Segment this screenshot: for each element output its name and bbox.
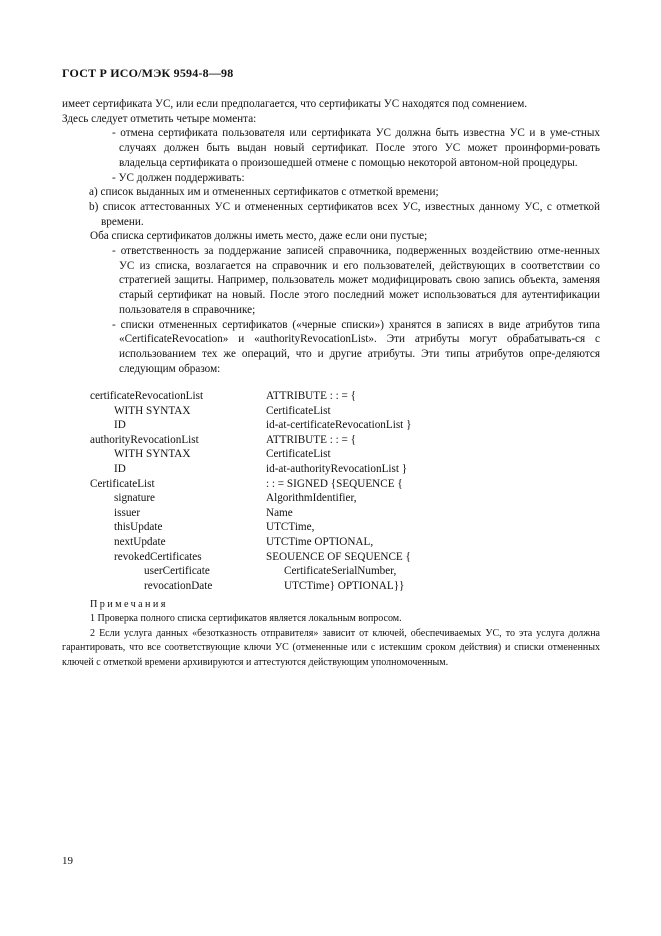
asn-name: revocationDate [144,579,213,592]
asn-value: CertificateList [266,448,331,461]
asn-value: SEOUENCE OF SEQUENCE { [266,550,411,563]
notes-title: Примечания [90,599,168,610]
list-item-a: a) список выданных им и отмененных сертификатов с отметкой времени; [89,186,439,199]
document-header: ГОСТ Р ИСО/МЭК 9594-8—98 [62,66,234,80]
asn-value: id-at-authorityRevocationList } [266,462,408,475]
asn-name: certificateRevocationList [90,390,204,402]
asn-row [90,535,510,550]
asn-value: AlgorithmIdentifier, [266,492,357,505]
asn-row [90,418,510,433]
asn-value: UTCTime} OPTIONAL}} [284,579,405,592]
asn-row [90,404,510,419]
notes-section [62,598,600,670]
asn-row [90,550,510,565]
asn-name: WITH SYNTAX [114,448,191,461]
asn-name: revokedCertificates [114,550,202,563]
asn1-definition [90,389,510,593]
asn-row [90,491,510,506]
paragraph-both-lists: Оба списка сертификатов должны иметь место, даже если они пустые; [90,230,428,243]
asn-name: ID [114,462,126,475]
asn-name: userCertificate [144,565,210,578]
asn-name: issuer [114,506,141,519]
paragraph-continuation: имеет сертификата УС, или если предполагается, что сертификаты УС находятся под сомнением. [62,98,528,110]
asn-value: ATTRIBUTE : : = { [266,433,356,446]
asn-row [90,477,510,492]
note-1: 1 Проверка полного списка сертификатов является локальным вопросом. [90,613,402,625]
bullet-black-lists: - списки отмененных сертификатов («черные списки») хранятся в записях в виде атрибутов типа «CertificateRevocation» и «authorityRevocationList». Эти атрибуты могут обрабатывать-ся с использованием тех же операций, что и другие атрибуты. Эти типы атрибутов опре-деляются следующим образом: [112,318,600,375]
asn-value: UTCTime OPTIONAL, [266,535,374,548]
asn-name: WITH SYNTAX [114,404,191,417]
asn-row [90,433,510,448]
paragraph-four-points: Здесь следует отметить четыре момента: [62,112,257,125]
asn-row [90,564,510,579]
bullet-revocation-known: - отмена сертификата пользователя или сертификата УС должна быть известна УС и в уме-стных случаях должен быть выдан новый сертификат. После этого УС может проинформи-ровать владельца сертификата о произошедшей отмене с помощью некоторой автоном-ной процедуры. [112,127,600,169]
asn-name: thisUpdate [114,521,163,534]
asn-value: Name [266,506,293,519]
asn-row [90,520,510,535]
asn-value: CertificateList [266,404,331,417]
asn-value: CertificateSerialNumber, [284,565,397,578]
asn-value: UTCTime, [266,521,315,534]
asn-value: : : = SIGNED {SEQUENCE { [266,477,403,490]
asn-row [90,447,510,462]
asn-name: nextUpdate [114,535,166,548]
asn-name: ID [114,419,126,432]
asn-row [90,462,510,477]
asn-row [90,579,510,594]
asn-row [90,506,510,521]
bullet-directory-responsibility: - ответственность за поддержание записей справочника, подверженных воздействию отме-ненных УС из списка, возлагается на справочник и его пользователей, действующих в соответствии со стратегией защиты. Например, пользователь может модифицировать свою запись объекта, заменяя старый сертификат на новый. После этого последний может использоваться для аутентификации пользователя в справочнике; [112,245,600,316]
page-number: 19 [62,855,73,867]
asn-name: signature [114,492,156,505]
asn-name: authorityRevocationList [90,433,199,446]
asn-value: ATTRIBUTE : : = { [266,390,356,402]
list-item-b: b) список аттестованных УС и отмененных сертификатов всех УС, известных данному УС, с отметкой времени. [89,200,600,228]
body-text [62,97,600,376]
bullet-ca-maintain: - УС должен поддерживать: [112,171,245,184]
note-2: 2 Если услуга данных «безотказность отправителя» зависит от ключей, обеспечиваемых УС, то эта услуга должна гарантировать, что все соответствующие ключи УС (отмененные или с истекшим сроком действия) и списки отмененных ключей с отметкой времени архивируются и аттестуются действующим уполномоченным. [62,627,600,668]
asn-value: id-at-certificateRevocationList } [266,419,412,432]
asn-row [90,389,510,404]
asn-name: CertificateList [90,477,155,490]
